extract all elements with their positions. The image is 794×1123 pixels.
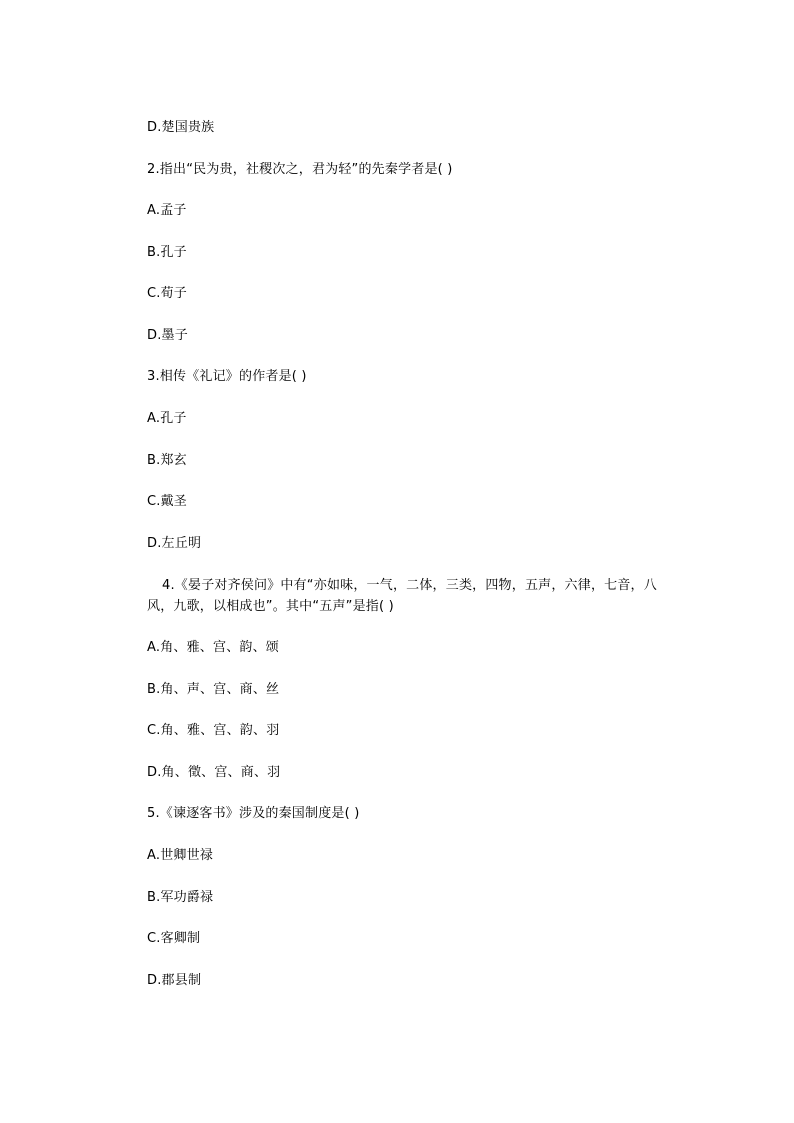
option-c-q2: C.荀子 (147, 286, 188, 301)
option-d-q2: D.墨子 (147, 328, 188, 343)
option-b-q5: B.军功爵禄 (147, 890, 214, 905)
option-a-q4: A.角、雅、宫、韵、颂 (147, 640, 279, 655)
option-b-q4: B.角、声、宫、商、丝 (147, 682, 280, 697)
option-a-q3: A.孔子 (147, 411, 187, 426)
question-2: 2.指出“民为贵，社稷次之，君为轻”的先秦学者是( ) (147, 162, 453, 177)
option-a-q5: A.世卿世禄 (147, 848, 213, 863)
question-3: 3.相传《礼记》的作者是( ) (147, 369, 307, 384)
question-4: 4.《晏子对齐侯问》中有“亦如味，一气，二体，三类，四物，五声，六律，七音，八风，九歌，以相成也”。其中“五声”是指( ) (147, 578, 657, 614)
option-c-q4: C.角、雅、宫、韵、羽 (147, 723, 280, 738)
option-d-q5: D.郡县制 (147, 973, 202, 988)
option-b-q2: B.孔子 (147, 245, 187, 260)
question-5: 5.《谏逐客书》涉及的秦国制度是( ) (147, 806, 360, 821)
option-d-q3: D.左丘明 (147, 536, 202, 551)
option-c-q5: C.客卿制 (147, 931, 201, 946)
option-b-q3: B.郑玄 (147, 453, 187, 468)
option-a-q2: A.孟子 (147, 203, 187, 218)
option-d-q4: D.角、徵、宫、商、羽 (147, 765, 281, 780)
option-c-q3: C.戴圣 (147, 494, 188, 509)
option-d-q1: D.楚国贵族 (147, 120, 215, 135)
